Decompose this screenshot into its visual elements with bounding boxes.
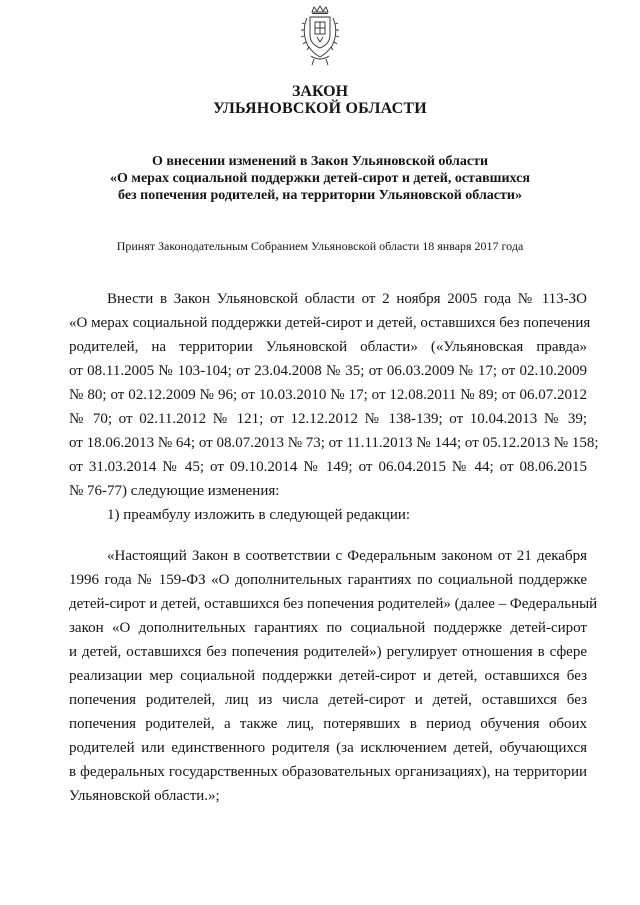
law-title-line: «О мерах социальной поддержки детей-сирот и детей, оставшихся	[110, 171, 530, 186]
quote-line: детей-сирот и детей, оставшихся без попечения родителей» (далее – Федеральный	[69, 596, 598, 612]
quote-line: родителей или единственного родителя (за исключением детей, обучающихся	[69, 740, 587, 756]
paragraph-line: родителей, на территории Ульяновской области» («Ульяновская правда»	[69, 339, 587, 355]
quote-line: 1996 года № 159-ФЗ «О дополнительных гарантиях по социальной поддержке	[69, 572, 587, 588]
law-region-heading: УЛЬЯНОВСКОЙ ОБЛАСТИ	[213, 100, 427, 117]
quote-line: Ульяновской области.»;	[69, 788, 220, 804]
paragraph-line: № 70; от 02.11.2012 № 121; от 12.12.2012 № 138-139; от 10.04.2013 № 39;	[69, 411, 587, 427]
law-title	[80, 153, 560, 204]
quote-line: «Настоящий Закон в соответствии с Федеральным законом от 21 декабря	[107, 548, 587, 564]
law-title-line: без попечения родителей, на территории Ульяновской области»	[118, 188, 522, 203]
item-1: 1) преамбулу изложить в следующей редакции:	[107, 507, 411, 523]
paragraph-line: «О мерах социальной поддержки детей-сирот и детей, оставшихся без попечения	[69, 315, 591, 331]
adoption-note: Принят Законодательным Собранием Ульяновской области 18 января 2017 года	[116, 239, 524, 253]
quote-line: в федеральных государственных образовательных организациях), на территории	[69, 764, 587, 780]
quoted-preamble	[69, 544, 598, 808]
quote-line: реализации мер социальной поддержки детей-сирот и детей, оставшихся без	[69, 668, 587, 684]
paragraph-line: от 18.06.2013 № 64; от 08.07.2013 № 73; от 11.11.2013 № 144; от 05.12.2013 № 158;	[69, 435, 599, 451]
quote-line: и детей, оставшихся без попечения родителей») регулирует отношения в сфере	[69, 644, 587, 660]
quote-line: закон «О дополнительных гарантиях по социальной поддержке детей-сирот	[69, 620, 587, 636]
quote-line: попечения родителей, а также лиц, потерявших в период обучения обоих	[69, 716, 587, 732]
paragraph-line: от 08.11.2005 № 103-104; от 23.04.2008 № 35; от 06.03.2009 № 17; от 02.10.2009	[69, 363, 587, 379]
law-title-line: О внесении изменений в Закон Ульяновской области	[151, 154, 489, 169]
paragraph-line: от 31.03.2014 № 45; от 09.10.2014 № 149; от 06.04.2015 № 44; от 08.06.2015	[69, 459, 587, 475]
paragraph-line: № 76-77) следующие изменения:	[69, 483, 280, 499]
law-type-heading: ЗАКОН	[291, 83, 349, 100]
paragraph-main	[69, 287, 599, 527]
paragraph-line: Внести в Закон Ульяновской области от 2 ноября 2005 года № 113-ЗО	[107, 291, 587, 307]
quote-line: попечения родителей, лиц из числа детей-сирот и детей, оставшихся без	[69, 692, 587, 708]
coat-of-arms-emblem	[298, 4, 342, 70]
paragraph-line: № 80; от 02.12.2009 № 96; от 10.03.2010 № 17; от 12.08.2011 № 89; от 06.07.2012	[69, 387, 587, 403]
